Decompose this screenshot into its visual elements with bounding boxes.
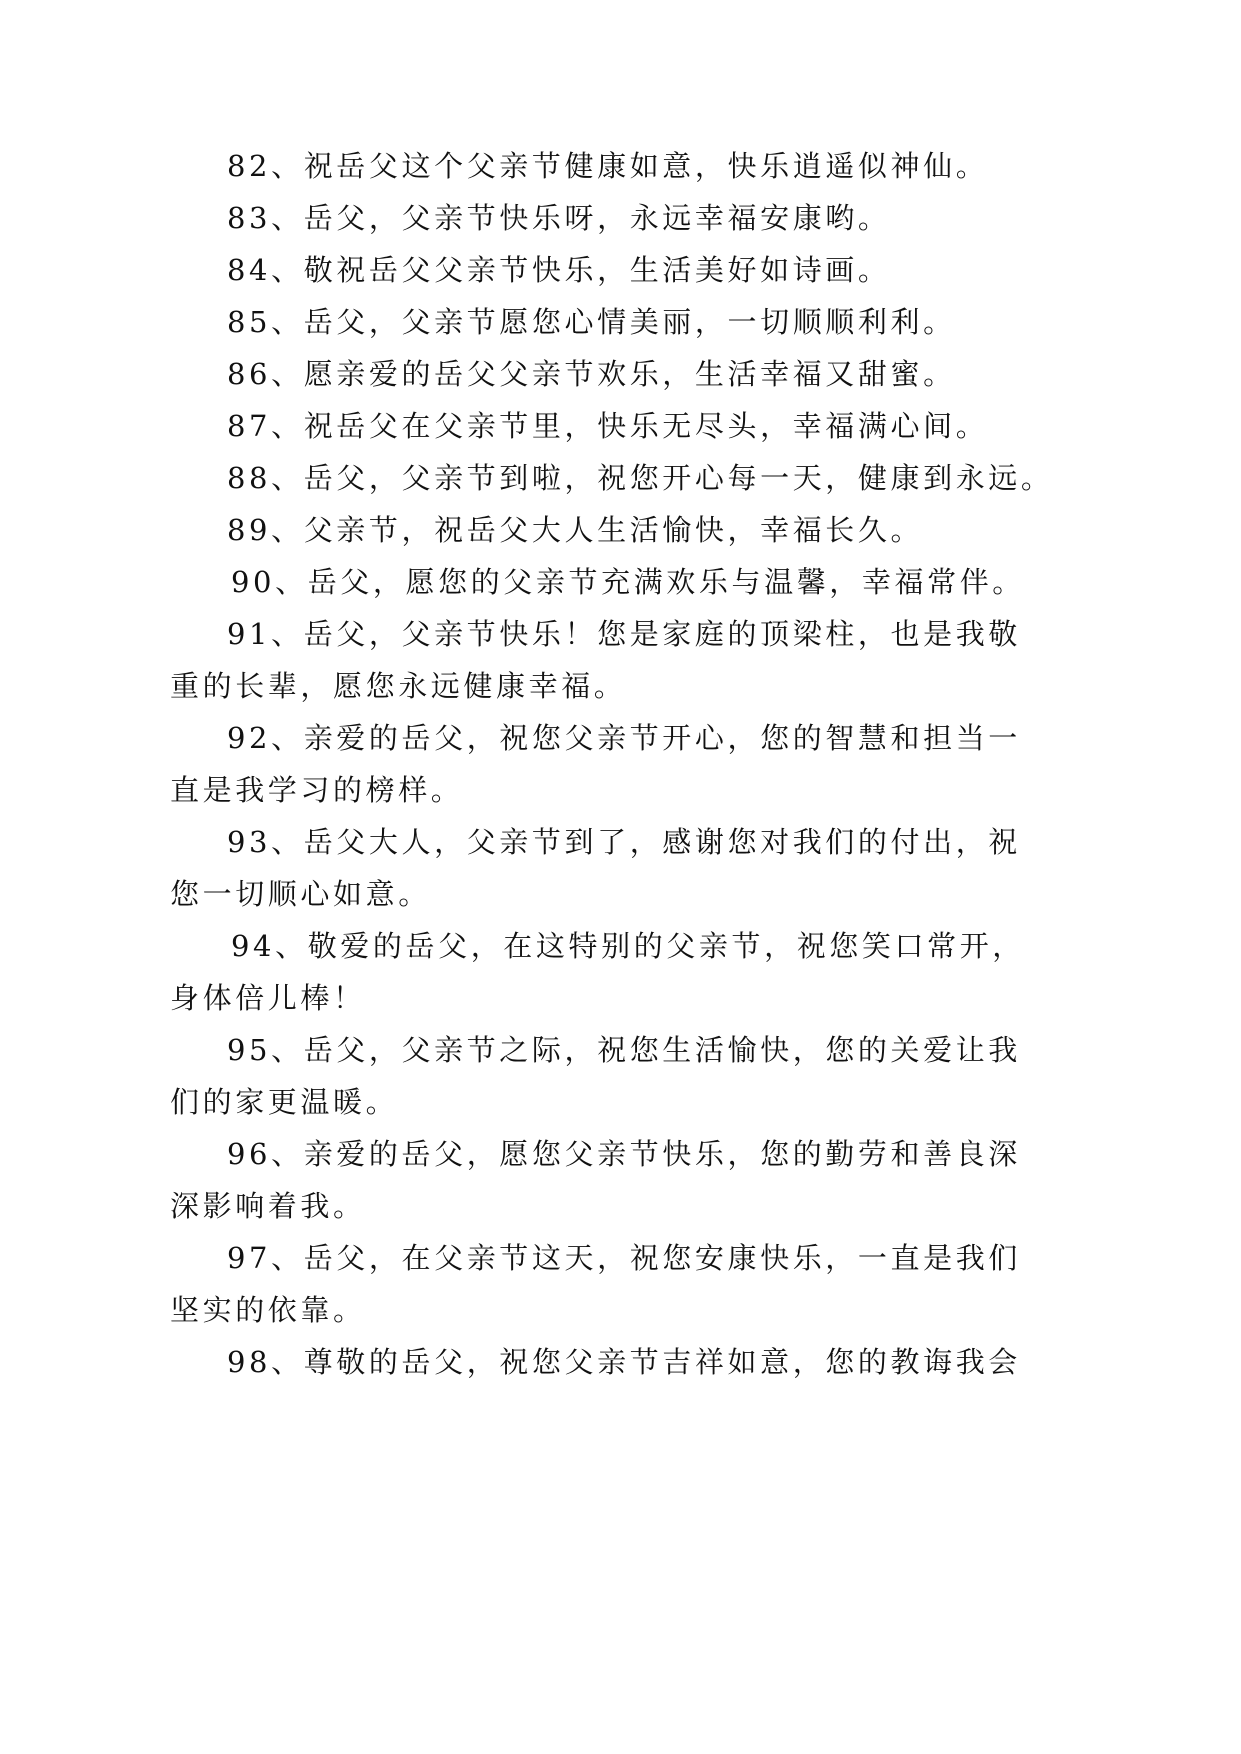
text-line: 95、岳父，父亲节之际，祝您生活愉快，您的关爱让我 [227,1033,1021,1067]
text-line: 98、尊敬的岳父，祝您父亲节吉祥如意，您的教诲我会 [227,1345,1021,1379]
text-line: 85、岳父，父亲节愿您心情美丽，一切顺顺利利。 [227,305,956,339]
text-line: 96、亲爱的岳父，愿您父亲节快乐，您的勤劳和善良深 [227,1137,1021,1171]
text-line: 坚实的依靠。 [170,1293,366,1327]
text-line: 身体倍儿棒！ [170,981,366,1015]
text-line: 83、岳父，父亲节快乐呀，永远幸福安康哟。 [227,201,891,235]
text-line: 86、愿亲爱的岳父父亲节欢乐，生活幸福又甜蜜。 [227,357,956,391]
text-line: 91、岳父，父亲节快乐！您是家庭的顶梁柱，也是我敬 [227,617,1021,651]
text-line: 们的家更温暖。 [170,1085,399,1119]
text-line: 92、亲爱的岳父，祝您父亲节开心，您的智慧和担当一 [227,721,1021,755]
text-line: 84、敬祝岳父父亲节快乐，生活美好如诗画。 [227,253,891,287]
text-line: 深影响着我。 [170,1189,366,1223]
text-line: 您一切顺心如意。 [170,877,431,911]
text-line: 89、父亲节，祝岳父大人生活愉快，幸福长久。 [227,513,924,547]
text-line: 90、岳父，愿您的父亲节充满欢乐与温馨，幸福常伴。 [231,565,1025,599]
text-line: 93、岳父大人，父亲节到了，感谢您对我们的付出，祝 [227,825,1021,859]
text-line: 82、祝岳父这个父亲节健康如意，快乐逍遥似神仙。 [227,149,989,183]
text-line: 97、岳父，在父亲节这天，祝您安康快乐，一直是我们 [227,1241,1021,1275]
text-line: 88、岳父，父亲节到啦，祝您开心每一天，健康到永远。 [227,461,1054,495]
text-line: 87、祝岳父在父亲节里，快乐无尽头，幸福满心间。 [227,409,989,443]
text-line: 重的长辈，愿您永远健康幸福。 [170,669,627,703]
text-line: 94、敬爱的岳父，在这特别的父亲节，祝您笑口常开， [231,929,1025,963]
text-line: 直是我学习的榜样。 [170,773,464,807]
